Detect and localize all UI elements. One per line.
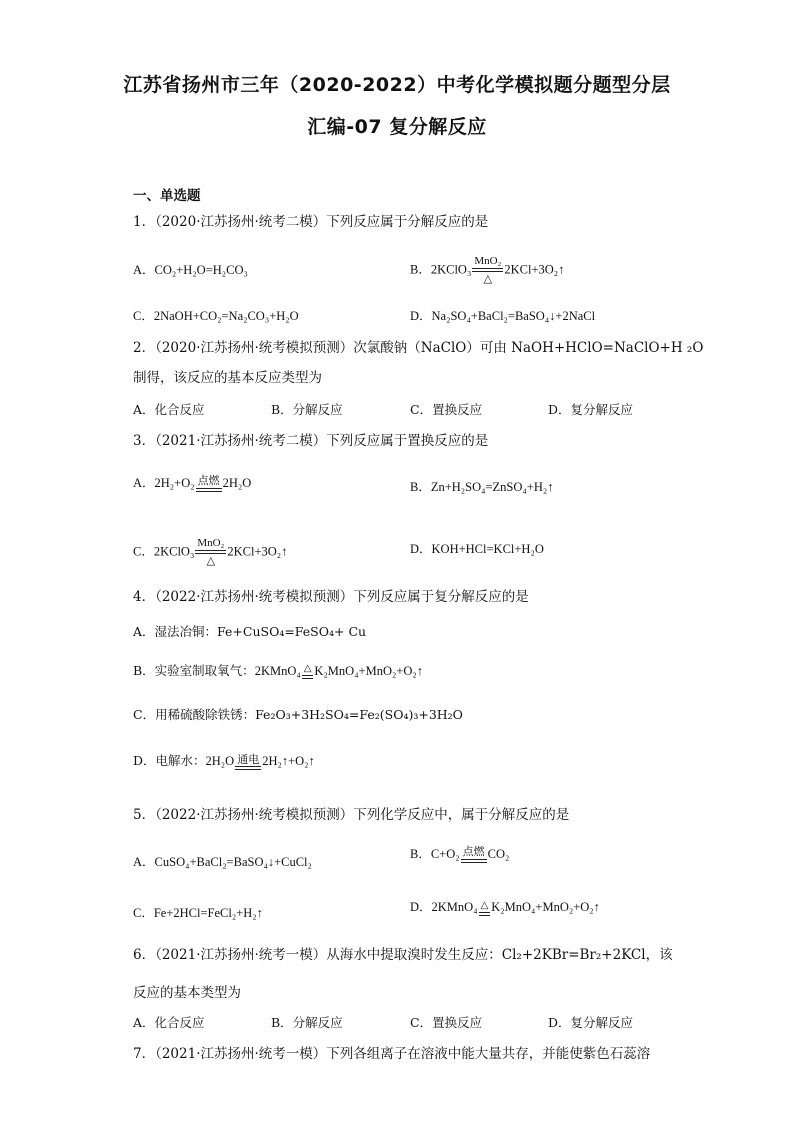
q6-option-b: B．分解反应 bbox=[271, 1015, 343, 1030]
q3-a-condition bbox=[196, 476, 222, 492]
q4-d-reactants: 2H₂O bbox=[205, 754, 235, 768]
q6-option-d: D．复分解反应 bbox=[548, 1015, 634, 1030]
q1-option-b-label: B． bbox=[410, 262, 431, 277]
q4-option-d bbox=[133, 752, 315, 770]
q4-b-condition bbox=[302, 664, 314, 679]
q5-option-d bbox=[410, 898, 600, 916]
q4-b-equals-sign bbox=[302, 675, 314, 679]
q3-c-reactants: 2KClO₃ bbox=[153, 544, 195, 559]
q4-b-reactants: 2KMnO₄ bbox=[254, 664, 301, 678]
q4-option-b-label: B．实验室制取氧气： bbox=[133, 663, 255, 678]
question-6-stem-line-1: 6．（2021·江苏扬州·统考一模）从海水中提取溴时发生反应：Cl₂+2KBr=Br₂+2KCl，该 bbox=[133, 947, 673, 963]
q1-b-reactants: 2KClO₃ bbox=[430, 262, 472, 277]
q5-option-c: C．Fe+2HCl=FeCl₂+H₂↑ bbox=[133, 906, 263, 920]
q3-option-a bbox=[133, 474, 251, 492]
question-5-stem: 5．（2022·江苏扬州·统考模拟预测）下列化学反应中，属于分解反应的是 bbox=[133, 807, 570, 823]
q1-option-b bbox=[410, 256, 564, 285]
q1-b-products: 2KCl+3O₂↑ bbox=[504, 262, 565, 277]
question-2-stem-line-1: 2．（2020·江苏扬州·统考模拟预测）次氯酸钠（NaClO）可由 NaOH+HClO=NaClO+H ₂O bbox=[133, 340, 704, 356]
q3-option-a-label: A． bbox=[133, 476, 155, 490]
q5-d-reactants: 2KMnO₄ bbox=[431, 900, 478, 914]
document-title-line-2: 汇编-07 复分解反应 bbox=[307, 116, 487, 138]
q5-d-equals-sign bbox=[479, 912, 491, 916]
q5-option-b bbox=[410, 845, 509, 863]
question-2-stem-line-2: 制得，该反应的基本反应类型为 bbox=[133, 370, 322, 386]
q3-c-products: 2KCl+3O₂↑ bbox=[227, 544, 288, 559]
q5-b-equals-sign bbox=[461, 859, 487, 863]
q3-c-heat: △ bbox=[206, 555, 216, 567]
question-3-stem: 3．（2021·江苏扬州·统考二模）下列反应属于置换反应的是 bbox=[133, 433, 489, 449]
q4-option-b bbox=[133, 662, 423, 680]
q5-option-b-label: B． bbox=[410, 847, 431, 861]
q4-option-c: C．用稀硫酸除铁锈：Fe₂O₃+3H₂SO₄=Fe₂(SO₄)₃+3H₂O bbox=[133, 707, 463, 722]
q3-a-reactants: 2H₂+O₂ bbox=[154, 476, 195, 490]
q4-d-equals-sign bbox=[235, 766, 261, 770]
q4-option-d-label: D．电解水： bbox=[133, 753, 206, 768]
question-6-stem-line-2: 反应的基本类型为 bbox=[133, 985, 241, 1001]
q3-option-b: B．Zn+H₂SO₄=ZnSO₄+H₂↑ bbox=[410, 480, 554, 494]
q3-option-c bbox=[133, 538, 287, 567]
section-heading: 一、单选题 bbox=[133, 188, 201, 204]
q3-c-condition bbox=[195, 538, 226, 567]
q5-d-condition bbox=[479, 901, 491, 916]
q4-d-condition bbox=[235, 754, 261, 770]
q6-option-a: A．化合反应 bbox=[133, 1015, 205, 1030]
q3-a-products: 2H₂O bbox=[222, 476, 252, 490]
q4-b-heat: △ bbox=[303, 663, 312, 674]
q5-option-a: A．CuSO₄+BaCl₂=BaSO₄↓+CuCl₂ bbox=[133, 855, 312, 869]
q3-c-catalyst: MnO₂ bbox=[197, 537, 225, 549]
q1-b-condition bbox=[472, 256, 503, 285]
q3-a-equals-sign bbox=[196, 488, 222, 492]
q4-option-a: A．湿法冶铜：Fe+CuSO₄=FeSO₄+ Cu bbox=[133, 624, 367, 639]
q2-option-a: A．化合反应 bbox=[133, 402, 205, 417]
q5-option-d-label: D． bbox=[410, 900, 432, 914]
q3-option-d: D．KOH+HCl=KCl+H₂O bbox=[410, 542, 544, 556]
q5-b-condition bbox=[461, 847, 487, 863]
q5-b-reactants: C+O₂ bbox=[430, 847, 460, 861]
q2-option-b: B．分解反应 bbox=[271, 402, 343, 417]
q2-option-d: D．复分解反应 bbox=[548, 402, 634, 417]
q3-option-c-label: C． bbox=[133, 544, 154, 559]
q1-option-c: C．2NaOH+CO₂=Na₂CO₃+H₂O bbox=[133, 309, 299, 323]
q5-d-heat: △ bbox=[480, 899, 489, 911]
question-1-stem: 1．（2020·江苏扬州·统考二模）下列反应属于分解反应的是 bbox=[133, 214, 489, 230]
q5-b-ignite: 点燃 bbox=[462, 846, 485, 859]
q1-option-d: D．Na₂SO₄+BaCl₂=BaSO₄↓+2NaCl bbox=[410, 309, 596, 323]
q1-b-heat: △ bbox=[483, 273, 493, 285]
q1-b-catalyst: MnO₂ bbox=[474, 255, 502, 267]
q4-d-products: 2H₂↑+O₂↑ bbox=[262, 754, 315, 768]
q3-a-ignite: 点燃 bbox=[197, 475, 220, 488]
q2-option-c: C．置换反应 bbox=[410, 402, 483, 417]
q4-b-products: K₂MnO₄+MnO₂+O₂↑ bbox=[314, 664, 424, 678]
document-title-line-1: 江苏省扬州市三年（2020-2022）中考化学模拟题分题型分层 bbox=[123, 74, 671, 96]
q5-b-products: CO₂ bbox=[487, 847, 510, 861]
q5-d-products: K₂MnO₄+MnO₂+O₂↑ bbox=[491, 900, 600, 914]
q1-option-a: A．CO₂+H₂O=H₂CO₃ bbox=[133, 263, 248, 277]
question-4-stem: 4．（2022·江苏扬州·统考模拟预测）下列反应属于复分解反应的是 bbox=[133, 589, 529, 605]
q6-option-c: C．置换反应 bbox=[410, 1015, 483, 1030]
question-7-stem: 7．（2021·江苏扬州·统考一模）下列各组离子在溶液中能大量共存，并能使紫色石蕊溶 bbox=[133, 1046, 651, 1062]
q4-d-electrolysis: 通电 bbox=[237, 752, 260, 766]
